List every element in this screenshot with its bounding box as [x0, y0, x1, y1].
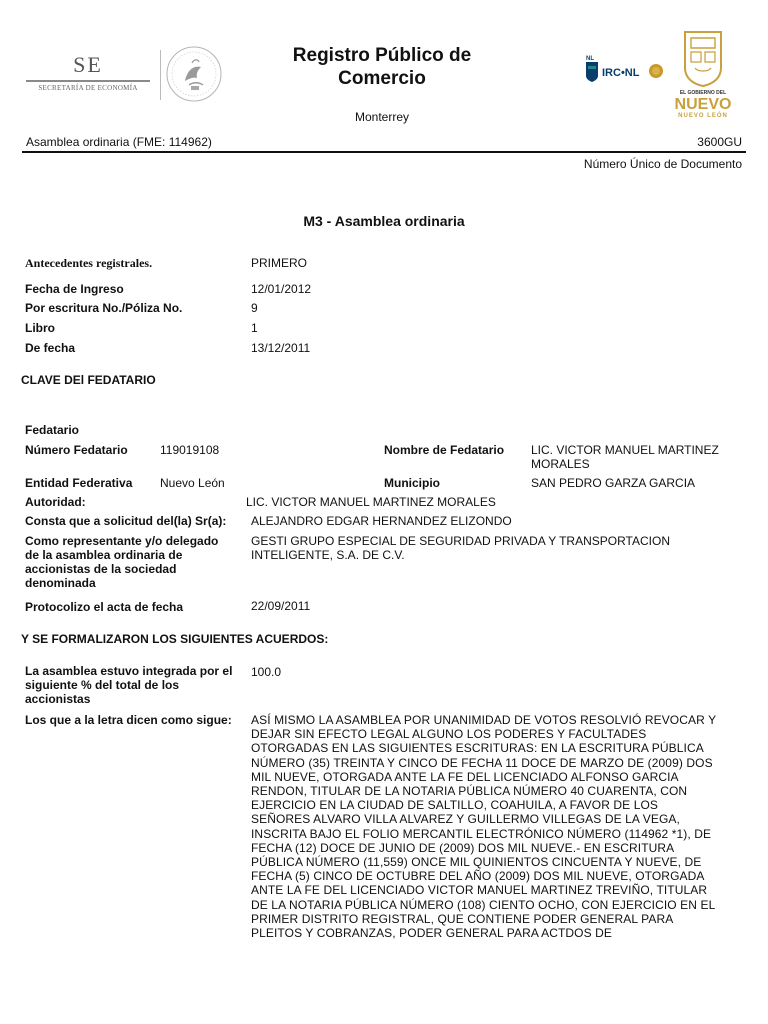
se-logo-subtitle: SECRETARÍA DE ECONOMÍA: [38, 84, 138, 92]
consta-value: ALEJANDRO EDGAR HERNANDEZ ELIZONDO: [251, 514, 512, 528]
protocolizo-value: 22/09/2011: [251, 599, 311, 613]
antecedentes-label: Antecedentes registrales.: [25, 256, 153, 270]
acuerdo-line: NÚMERO (35) TREINTA Y CINCO DE FECHA 11 DOCE DE MARZO DE (2009) DOS: [251, 755, 713, 770]
acuerdo-line: FECHA (5) CINCO DE OCTUBRE DEL AÑO (2009) DOS MIL NUEVE, OTORGADA: [251, 869, 705, 884]
logo-divider: [160, 50, 161, 100]
nl-crest-line1: EL GOBIERNO DEL: [679, 90, 727, 96]
acuerdo-line: OTORGADAS EN LAS SIGUIENTES ESCRITURAS: EN LA ESCRITURA PÚBLICA: [251, 741, 704, 756]
representante-label-line: denominada: [25, 576, 96, 590]
acuerdo-line: EJERCICIO EN LA CIUDAD DE SALTILLO, COAHUILA, A FAVOR DE LOS: [251, 798, 659, 813]
acuerdos-heading: Y SE FORMALIZARON LOS SIGUIENTES ACUERDOS:: [21, 632, 329, 646]
fedatario-heading: Fedatario: [25, 423, 80, 437]
representante-label: [25, 534, 247, 590]
libro-value: 1: [251, 321, 258, 335]
acuerdo-line: RENDON, TITULAR DE LA NOTARIA PÚBLICA NÚMERO 40 CUARENTA, CON: [251, 784, 688, 799]
acuerdo-line: PÚBLICA NÚMERO (11,559) ONCE MIL QUINIENTOS CINCUENTA Y NUEVE, DE: [251, 855, 702, 870]
acuerdo-line: DE LA NOTARIA PÚBLICA NÚMERO (108) CIENTO OCHO, CON EJERCICIO EN EL: [251, 897, 716, 912]
acuerdo-text: [251, 713, 751, 940]
se-logo-abbrev: SE: [73, 52, 103, 77]
acuerdo-line: ANTE LA FE DEL LICENCIADO VICTOR MANUEL MARTINEZ TREVIÑO, TITULAR: [251, 883, 708, 898]
entidad-federativa-label: Entidad Federativa: [25, 476, 133, 490]
nombre-fedatario-value: [531, 443, 719, 471]
fecha-ingreso-label: Fecha de Ingreso: [25, 282, 124, 296]
page-title: [252, 44, 512, 90]
representante-value-line: GESTI GRUPO ESPECIAL DE SEGURIDAD PRIVADA Y TRANSPORTACION: [251, 534, 670, 548]
irc-nl-prefix: NL: [586, 56, 594, 62]
numero-fedatario-value: 119019108: [160, 443, 220, 457]
asamblea-integrada-label-line: La asamblea estuvo integrada por el: [25, 664, 233, 678]
se-logo: [22, 52, 154, 98]
clave-fedatario-heading: CLAVE DEl FEDATARIO: [21, 373, 156, 387]
mexico-coat-of-arms-seal-icon: [165, 45, 223, 103]
autoridad-value: LIC. VICTOR MANUEL MARTINEZ MORALES: [246, 495, 496, 509]
letra-label: Los que a la letra dicen como sigue:: [25, 713, 232, 727]
acuerdo-line: PLEITOS Y COBRANZAS, PODER GENERAL PARA ACTDOS DE: [251, 926, 613, 941]
representante-label-line: accionistas de la sociedad: [25, 562, 177, 576]
representante-label-line: de la asamblea ordinaria de: [25, 548, 183, 562]
nombre-fedatario-line1: LIC. VICTOR MANUEL MARTINEZ: [531, 443, 719, 457]
representante-value: [251, 534, 670, 562]
page-title-line1: Registro Público de: [292, 45, 472, 66]
fecha-ingreso-value: 12/01/2012: [251, 282, 312, 296]
irc-nl-text: IRC•NL: [602, 67, 640, 79]
escritura-label: Por escritura No./Póliza No.: [25, 301, 183, 315]
acuerdo-line: ASÍ MISMO LA ASAMBLEA POR UNANIMIDAD DE VOTOS RESOLVIÓ REVOCAR Y: [251, 713, 717, 727]
escritura-value: 9: [251, 301, 258, 315]
protocolizo-label: Protocolizo el acta de fecha: [25, 600, 184, 614]
municipio-label: Municipio: [384, 476, 440, 490]
nl-crest-line2: NUEVO: [674, 96, 732, 113]
acuerdo-line: FECHA (12) DOCE DE JUNIO DE (2009) DOS MIL NUEVE.- EN ESCRITURA: [251, 840, 675, 855]
consta-label: Consta que a solicitud del(la) Sr(a):: [25, 514, 227, 528]
acuerdo-line: PRIMER DISTRITO REGISTRAL, QUE CONTIENE PODER GENERAL PARA: [251, 911, 674, 926]
irc-nl-logo-icon: [585, 52, 667, 86]
de-fecha-label: De fecha: [25, 341, 76, 355]
header-divider: [22, 151, 746, 153]
representante-label-line: Como representante y/o delegado: [25, 534, 219, 548]
antecedentes-value: PRIMERO: [251, 256, 308, 270]
se-logo-divider: [26, 80, 150, 82]
city-label: Monterrey: [354, 110, 410, 124]
numero-fedatario-label: Número Fedatario: [25, 443, 128, 457]
nuevo-leon-crest-icon: [660, 28, 746, 120]
nl-crest-line3: NUEVO LEÓN: [678, 113, 728, 119]
document-type: Asamblea ordinaria (FME: 114962): [26, 135, 212, 149]
nombre-fedatario-label: Nombre de Fedatario: [384, 443, 505, 457]
acuerdo-line: SEÑORES ALVARO VILLA ALVAREZ Y GUILLERMO VILLEGAS DE LA VEGA,: [251, 812, 680, 827]
municipio-value: SAN PEDRO GARZA GARCIA: [531, 476, 696, 490]
nombre-fedatario-line2: MORALES: [531, 457, 590, 471]
document-code: 3600GU: [697, 135, 742, 149]
acuerdo-line: MIL NUEVE, OTORGADA ANTE LA FE DEL LICENCIADO ALFONSO GARCIA: [251, 769, 679, 784]
acuerdo-line: INSCRITA BAJO EL FOLIO MERCANTIL ELECTRÓNICO NÚMERO (114962 *1), DE: [251, 826, 712, 841]
asamblea-integrada-label: [25, 664, 247, 706]
asamblea-integrada-label-line: siguiente % del total de los: [25, 678, 180, 692]
de-fecha-value: 13/12/2011: [251, 341, 311, 355]
page-title-line2: Comercio: [338, 68, 426, 89]
acuerdo-line: DEJAR SIN EFECTO LEGAL ALGUNO LOS PODERES Y FACULTADES: [251, 727, 647, 742]
document-unique-number-label: Número Único de Documento: [583, 157, 742, 171]
section-title: M3 - Asamblea ordinaria: [303, 213, 465, 229]
autoridad-label: Autoridad:: [25, 495, 86, 509]
entidad-federativa-value: Nuevo León: [160, 476, 225, 490]
asamblea-integrada-value: 100.0: [251, 665, 282, 679]
representante-value-line: INTELIGENTE, S.A. DE C.V.: [251, 548, 405, 562]
asamblea-integrada-label-line: accionistas: [25, 692, 91, 706]
libro-label: Libro: [25, 321, 55, 335]
